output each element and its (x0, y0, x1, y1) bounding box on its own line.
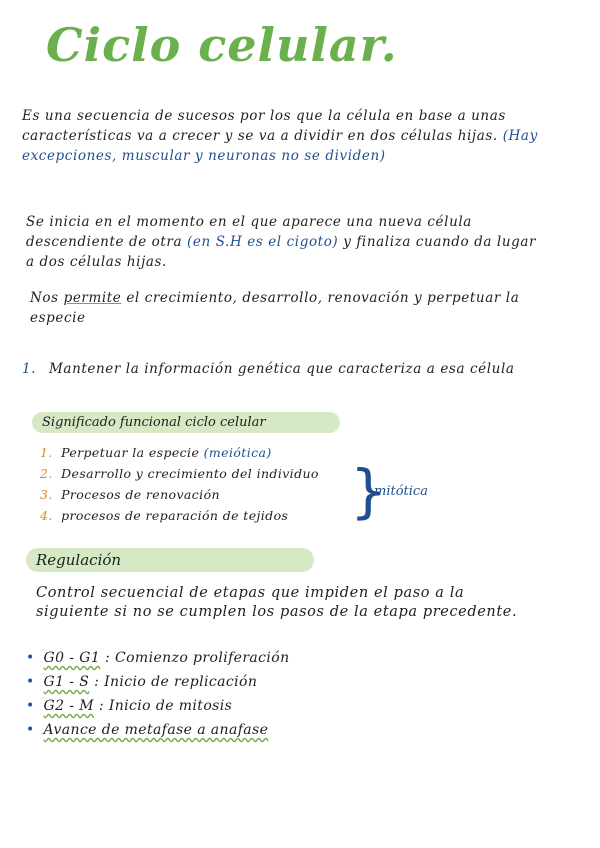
regulacion-heading: Regulación (26, 548, 314, 572)
list-item-number: 2. (40, 466, 53, 481)
bullet-dot: • (26, 650, 35, 666)
start-note: (en S.H es el cigoto) (187, 234, 339, 250)
list-item (40, 505, 370, 526)
group-brace: } (350, 457, 387, 525)
bullet-dot: • (26, 674, 35, 690)
start-paragraph (26, 212, 546, 272)
list-item-text: procesos de reparación de tejidos (61, 508, 289, 523)
intro-note: (Hay excepciones, muscular y neuronas no se dividen) (22, 128, 538, 164)
allows-keyword: permite (63, 290, 122, 306)
numbered-item (22, 360, 562, 379)
regulacion-paragraph: Control secuencial de etapas que impiden el paso a la siguiente si no se cumplen los pasos de la etapa precedente. (36, 585, 518, 620)
regulacion-bullets (26, 646, 366, 742)
bullet-item (26, 670, 366, 694)
allows-rest: el crecimiento, desarrollo, renovación y perpetuar la especie (30, 290, 520, 326)
start-text-after: y finaliza cuando da lugar a dos células hijas. (26, 234, 537, 270)
bullet-key: G1 - S (43, 674, 90, 690)
numbered-item-number: 1. (22, 361, 37, 377)
bullet-item (26, 646, 366, 670)
start-text-before: Se inicia en el momento en el que aparece una nueva célula descendiente de otra (26, 214, 472, 250)
bullet-dot: • (26, 722, 35, 738)
allows-prefix: Nos (30, 290, 59, 306)
list-item (40, 463, 370, 484)
bullet-item (26, 694, 366, 718)
bullet-text: : Inicio de mitosis (98, 698, 233, 714)
significado-list (40, 442, 370, 526)
list-item-text: Perpetuar la especie (61, 445, 200, 460)
bullet-text: : Comienzo proliferación (105, 650, 290, 666)
list-item-number: 3. (40, 487, 53, 502)
numbered-item-text: Mantener la información genética que caracteriza a esa célula (49, 361, 515, 377)
intro-paragraph (22, 106, 582, 166)
list-item-text: Procesos de renovación (61, 487, 220, 502)
bullet-key: G2 - M (43, 698, 94, 714)
page-title: Ciclo celular. (46, 18, 398, 72)
list-item (40, 442, 370, 463)
group-label: mitótica (374, 484, 428, 499)
bullet-key: G0 - G1 (43, 650, 101, 666)
bullet-text: Avance de metafase a anafase (43, 722, 269, 738)
bullet-item (26, 718, 366, 742)
allows-paragraph (30, 288, 530, 328)
list-item-number: 4. (40, 508, 53, 523)
significado-heading: Significado funcional ciclo celular (32, 412, 340, 433)
list-item-text: Desarrollo y crecimiento del individuo (61, 466, 319, 481)
intro-text: Es una secuencia de sucesos por los que la célula en base a unas características va a crecer y se va a dividir en dos células hijas. (22, 108, 506, 144)
bullet-dot: • (26, 698, 35, 714)
bullet-text: : Inicio de replicación (94, 674, 258, 690)
list-item-note: (meiótica) (203, 445, 272, 460)
list-item (40, 484, 370, 505)
list-item-number: 1. (40, 445, 53, 460)
